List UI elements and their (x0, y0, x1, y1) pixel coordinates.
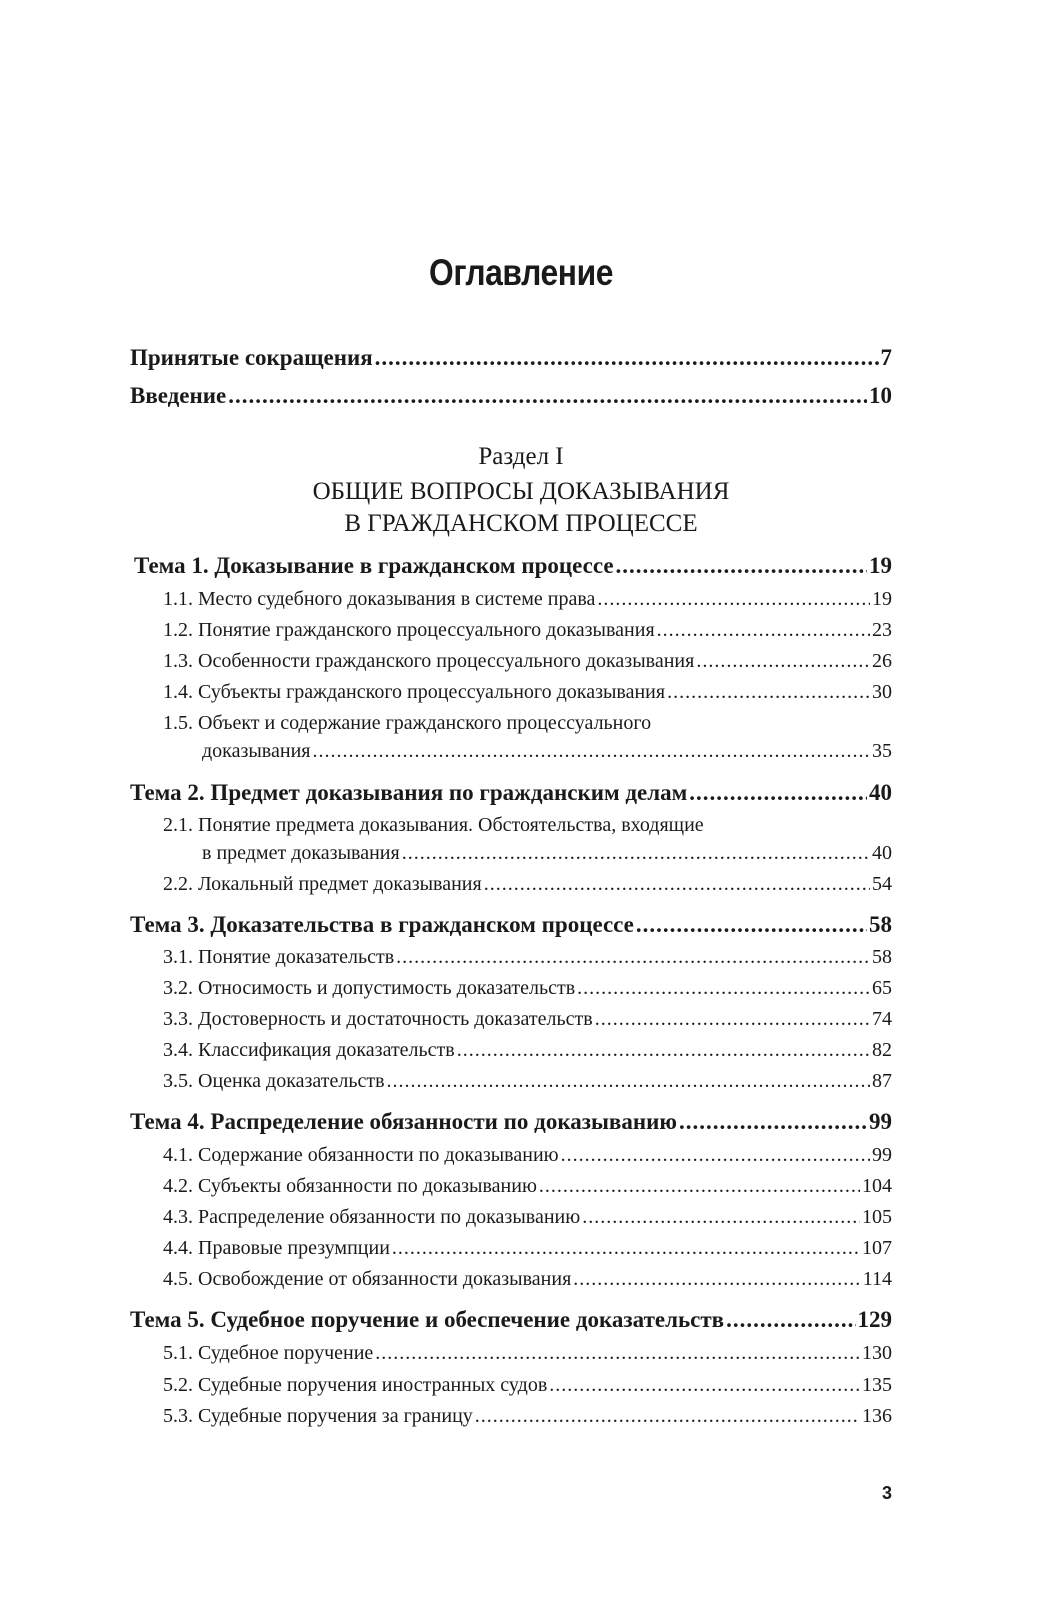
toc-entry-label: доказывания (202, 740, 311, 762)
toc-entry-label: 1.3. Особенности гражданского процессуального доказывания (163, 650, 695, 672)
leader-dots (539, 1175, 860, 1198)
toc-page-number: 130 (862, 1342, 892, 1364)
toc-entry-label: Тема 1. Доказывание в гражданском процессе (134, 553, 614, 578)
toc-entry-label: 5.2. Судебные поручения иностранных судов (163, 1374, 548, 1396)
toc-subentry-1-1[interactable] (163, 588, 892, 611)
toc-entry-label: 5.1. Судебное поручение (163, 1342, 374, 1364)
toc-topic-3[interactable] (130, 912, 892, 938)
toc-subentry-3-3[interactable] (163, 1008, 892, 1031)
toc-entry-label: Введение (130, 383, 227, 408)
toc-entry-label: 4.2. Субъекты обязанности по доказыванию (163, 1175, 537, 1197)
toc-subentry-4-5[interactable] (163, 1268, 892, 1291)
toc-page-number: 30 (872, 681, 892, 703)
toc-entry-abbreviations[interactable] (130, 345, 892, 371)
toc-subentry-1-4[interactable] (163, 681, 892, 704)
leader-dots (597, 588, 870, 611)
toc-subentry-1-5[interactable] (202, 740, 892, 763)
toc-subentry-3-1[interactable] (163, 946, 892, 969)
toc-subentry-1-3[interactable] (163, 650, 892, 673)
toc-subentry-4-4[interactable] (163, 1237, 892, 1260)
page-number: 3 (881, 1483, 892, 1503)
leader-dots (375, 1342, 860, 1365)
toc-page-number: 54 (872, 873, 892, 895)
leader-dots (582, 1206, 860, 1229)
toc-page-number: 82 (872, 1039, 892, 1061)
toc-topic-4[interactable] (130, 1109, 892, 1135)
leader-dots (387, 1070, 870, 1093)
toc-entry-label: 5.3. Судебные поручения за границу (163, 1405, 473, 1427)
toc-entry-label: 3.4. Классификация доказательств (163, 1039, 455, 1061)
toc-topic-5[interactable] (130, 1307, 892, 1333)
leader-dots (577, 977, 870, 1000)
toc-entry-label: 1.2. Понятие гражданского процессуального доказывания (163, 619, 655, 641)
toc-subentry-4-2[interactable] (163, 1175, 892, 1198)
toc-topic-2[interactable] (130, 780, 892, 806)
toc-entry-label: 4.3. Распределение обязанности по доказыванию (163, 1206, 581, 1228)
toc-entry-label: 3.3. Достоверность и достаточность доказательств (163, 1008, 593, 1030)
leader-dots (549, 1374, 860, 1397)
toc-subentry-4-1[interactable] (163, 1144, 892, 1167)
toc-subentry-3-2[interactable] (163, 977, 892, 1000)
toc-entry-introduction[interactable] (130, 383, 892, 409)
toc-entry-label: Тема 2. Предмет доказывания по гражданским делам (130, 780, 688, 805)
toc-subentry-5-1[interactable] (163, 1342, 892, 1365)
leader-dots (595, 1008, 870, 1031)
toc-subentry-2-2[interactable] (163, 873, 892, 896)
toc-entry-label: 3.5. Оценка доказательств (163, 1070, 385, 1092)
toc-entry-label: Тема 3. Доказательства в гражданском процессе (130, 912, 634, 937)
toc-entry-label: Тема 4. Распределение обязанности по доказыванию (130, 1109, 677, 1134)
toc-subentry-1-2[interactable] (163, 619, 892, 642)
toc-page-number: 135 (862, 1374, 892, 1396)
toc-page-number: 10 (869, 383, 892, 408)
leader-dots (457, 1039, 870, 1062)
toc-page-number: 104 (862, 1175, 892, 1197)
toc-entry-label: 4.4. Правовые презумпции (163, 1237, 390, 1259)
leader-dots (689, 780, 867, 806)
toc-entry-label: 4.5. Освобождение от обязанности доказывания (163, 1268, 572, 1290)
leader-dots (484, 873, 870, 896)
leader-dots (402, 842, 870, 865)
toc-entry-label: 4.1. Содержание обязанности по доказыванию (163, 1144, 559, 1166)
toc-subentry-3-4[interactable] (163, 1039, 892, 1062)
toc-page-number: 99 (869, 1109, 892, 1134)
toc-page-number: 114 (862, 1268, 892, 1290)
toc-subentry-1-5-line1[interactable]: 1.5. Объект и содержание гражданского процессуального (163, 712, 652, 734)
toc-page-number: 40 (872, 842, 892, 864)
toc-page-number: 26 (872, 650, 892, 672)
leader-dots (679, 1109, 867, 1135)
toc-page-number: 107 (862, 1237, 892, 1259)
toc-page-number: 40 (869, 780, 892, 805)
toc-page-number: 99 (872, 1144, 892, 1166)
toc-entry-label: в предмет доказывания (202, 842, 400, 864)
toc-page-number: 19 (872, 588, 892, 610)
toc-entry-label: 3.2. Относимость и допустимость доказательств (163, 977, 576, 999)
toc-page-number: 35 (872, 740, 892, 762)
toc-page-number: 129 (857, 1307, 892, 1332)
leader-dots (616, 553, 867, 579)
leader-dots (667, 681, 870, 704)
page-title: Оглавление (429, 252, 613, 293)
toc-subentry-2-1[interactable] (202, 842, 892, 865)
toc-entry-label: 1.1. Место судебного доказывания в системе права (163, 588, 596, 610)
leader-dots (375, 345, 879, 371)
toc-subentry-5-2[interactable] (163, 1374, 892, 1397)
toc-page-number: 7 (880, 345, 892, 370)
leader-dots (396, 946, 870, 969)
section-title-line1: ОБЩИЕ ВОПРОСЫ ДОКАЗЫВАНИЯ (312, 478, 730, 505)
section-title-line2: В ГРАЖДАНСКОМ ПРОЦЕССЕ (344, 510, 698, 537)
leader-dots (726, 1307, 855, 1333)
section-number: Раздел I (478, 443, 564, 470)
leader-dots (228, 383, 867, 409)
toc-entry-label: 2.2. Локальный предмет доказывания (163, 873, 482, 895)
toc-page-number: 65 (872, 977, 892, 999)
toc-page-number: 58 (872, 946, 892, 968)
toc-subentry-4-3[interactable] (163, 1206, 892, 1229)
toc-page-number: 74 (872, 1008, 892, 1030)
leader-dots (696, 650, 870, 673)
toc-entry-label: 3.1. Понятие доказательств (163, 946, 395, 968)
toc-entry-label: Тема 5. Судебное поручение и обеспечение доказательств (130, 1307, 725, 1332)
toc-subentry-5-3[interactable] (163, 1405, 892, 1428)
leader-dots (312, 740, 870, 763)
leader-dots (561, 1144, 870, 1167)
leader-dots (657, 619, 870, 642)
leader-dots (573, 1268, 860, 1291)
leader-dots (392, 1237, 860, 1260)
toc-subentry-3-5[interactable] (163, 1070, 892, 1093)
toc-page-number: 87 (872, 1070, 892, 1092)
leader-dots (636, 912, 867, 938)
toc-page-number: 19 (869, 553, 892, 578)
toc-subentry-2-1-line1[interactable]: 2.1. Понятие предмета доказывания. Обстоятельства, входящие (163, 814, 704, 836)
toc-page-number: 58 (869, 912, 892, 937)
toc-page-number: 105 (862, 1206, 892, 1228)
toc-topic-1[interactable] (134, 553, 892, 579)
toc-entry-label: Принятые сокращения (130, 345, 373, 370)
toc-entry-label: 1.4. Субъекты гражданского процессуального доказывания (163, 681, 666, 703)
leader-dots (475, 1405, 860, 1428)
toc-page-number: 136 (862, 1405, 892, 1427)
toc-page-number: 23 (872, 619, 892, 641)
